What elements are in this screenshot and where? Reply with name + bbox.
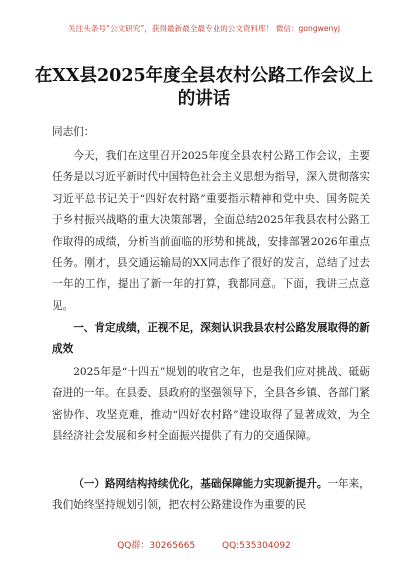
paragraph-section-1: 2025年是“十四五”规划的收官之年，也是我们应对挑战、砥砺奋进的一年。在县委、县政府的坚强领导下，全县各乡镇、各部门紧密协作、攻坚克难，推动“四好农村路”建设取得了显著成效，为全县经济社会发展和乡村全面振兴提供了有力的交通保障。	[52, 366, 370, 443]
page-title: 在XX县2025年度全县农村公路工作会议上的讲话	[34, 66, 374, 109]
footer-qq-group: QQ群：30265665	[117, 541, 196, 551]
subsection-heading-rest: 一年来，我们始终坚持规划引领，把农村公路建设作为重要的民	[52, 478, 370, 512]
paragraph-intro: 今天，我们在这里召开2025年度全县农村公路工作会议，主要任务是以习近平新时代中国特色社会主义思想为指导，深入贯彻落实习近平总书记关于“四好农村路”重要指示精神和党中央、国务院关于乡村振兴战略的重大决策部署，全面总结2025年我县农村公路工作取得的成绩，分析当前面临的形势和挑战，安排部署2026年重点任务。刚才，县交通运输局的XX同志作了很好的发言，总结了过去一年的工作，提出了新一年的打算，我都同意。下面，我讲三点意见。	[52, 150, 370, 312]
footer-qq-number: QQ:535304092	[222, 541, 291, 551]
salutation: 同志们：	[52, 126, 95, 138]
footer-contact	[0, 538, 408, 551]
header-promo-note: 关注头条号“公文研究”，获得最新最全最专业的公文资料库！ 微信：gongwenyj	[68, 24, 340, 33]
subsection-heading-bold: （一）路网结构持续优化，基础保障能力实现新提升。	[73, 478, 328, 490]
section-heading-1: 一、肯定成绩，正视不足，深刻认识我县农村公路发展取得的新成效	[52, 322, 370, 356]
subsection-heading-1	[52, 474, 370, 517]
